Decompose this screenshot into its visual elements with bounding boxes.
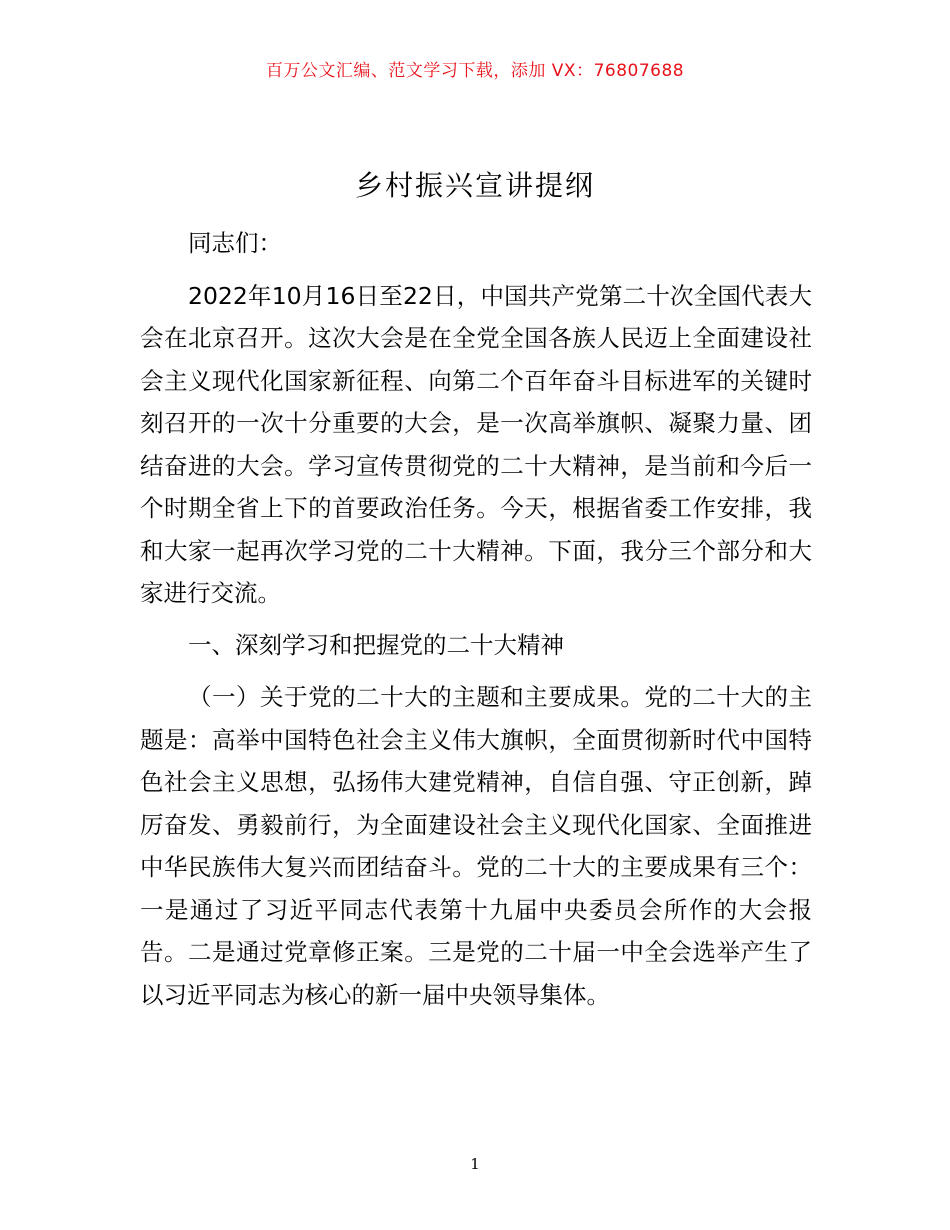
intro-paragraph: 2022年10月16日至22日，中国共产党第二十次全国代表大会在北京召开。这次大会是在全党全国各族人民迈上全面建设社会主义现代化国家新征程、向第二个百年奋斗目标进军的关键时刻召开的一次十分重要的大会，是一次高举旗帜、凝聚力量、团结奋进的大会。学习宣传贯彻党的二十大精神，是当前和今后一个时期全省上下的首要政治任务。今天，根据省委工作安排，我和大家一起再次学习党的二十大精神。下面，我分三个部分和大家进行交流。 — [140, 281, 812, 607]
page-number: 1 — [470, 1155, 480, 1173]
section-heading-1: 一、深刻学习和把握党的二十大精神 — [188, 630, 564, 659]
document-body — [140, 222, 812, 1025]
greeting-line: 同志们： — [188, 229, 282, 257]
header-watermark-note: 百万公文汇编、范文学习下载，添加 VX：76807688 — [265, 61, 685, 81]
document-title: 乡村振兴宣讲提纲 — [354, 169, 595, 202]
subsection-paragraph-1: （一）关于党的二十大的主题和主要成果。党的二十大的主题是：高举中国特色社会主义伟大旗帜，全面贯彻新时代中国特色社会主义思想，弘扬伟大建党精神，自信自强、守正创新，踔厉奋发、勇毅前行，为全面建设社会主义现代化国家、全面推进中华民族伟大复兴而团结奋斗。党的二十大的主要成果有三个：一是通过了习近平同志代表第十九届中央委员会所作的大会报告。二是通过党章修正案。三是党的二十届一中全会选举产生了以习近平同志为核心的新一届中央领导集体。 — [140, 683, 812, 1009]
